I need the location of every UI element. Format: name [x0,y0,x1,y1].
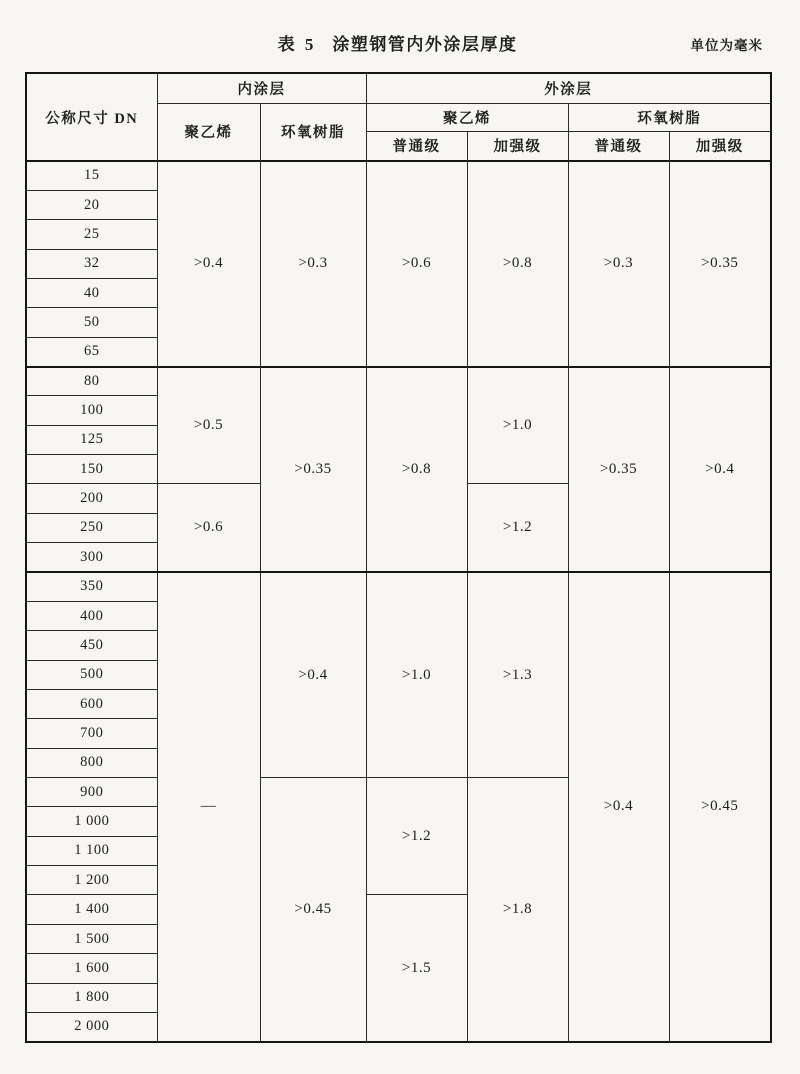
value-cell: >0.5 [157,367,260,484]
dn-cell: 25 [26,220,157,249]
header-cell-grade-ordinary-epoxy: 普通级 [568,131,669,161]
dn-cell: 450 [26,631,157,660]
header-cell-inner-epoxy: 环氧树脂 [260,103,366,161]
value-cell: >0.8 [366,367,467,573]
table-row [26,367,771,396]
table-caption [25,30,770,55]
dn-cell: 1 400 [26,895,157,924]
dn-cell: 125 [26,425,157,454]
value-cell: >0.35 [669,161,771,367]
value-cell: >0.3 [568,161,669,367]
value-cell: >0.6 [366,161,467,367]
dn-cell: 700 [26,719,157,748]
table-header [26,73,771,161]
value-cell: >1.3 [467,572,568,778]
dn-cell: 2 000 [26,1012,157,1041]
value-cell: >0.45 [260,778,366,1042]
value-cell: >0.35 [568,367,669,573]
dn-cell: 1 500 [26,924,157,953]
dn-cell: 50 [26,308,157,337]
dn-cell: 20 [26,190,157,219]
dn-cell: 100 [26,396,157,425]
header-cell-outer-coating: 外涂层 [366,73,771,103]
table-row [26,572,771,601]
table-row [26,161,771,190]
header-cell-outer-epoxy: 环氧树脂 [568,103,771,131]
value-cell: >0.35 [260,367,366,573]
dn-cell: 600 [26,689,157,718]
header-cell-outer-polyethylene: 聚乙烯 [366,103,568,131]
value-cell: >1.2 [366,778,467,895]
table-caption-index: 表 5 [277,35,317,54]
value-cell: >1.5 [366,895,467,1042]
dn-cell: 1 200 [26,866,157,895]
dn-cell: 300 [26,543,157,572]
header-cell-grade-ordinary-pe: 普通级 [366,131,467,161]
value-cell: >0.4 [568,572,669,1042]
dn-cell: 400 [26,601,157,630]
dn-cell: 200 [26,484,157,513]
dn-cell: 350 [26,572,157,601]
table-caption-title: 涂塑钢管内外涂层厚度 [332,35,518,54]
value-cell: >1.2 [467,484,568,572]
dn-cell: 900 [26,778,157,807]
header-cell-dn: 公称尺寸 DN [26,73,157,161]
header-cell-inner-coating: 内涂层 [157,73,366,103]
header-cell-inner-polyethylene: 聚乙烯 [157,103,260,161]
dn-cell: 32 [26,249,157,278]
dn-cell: 1 800 [26,983,157,1012]
dn-cell: 80 [26,367,157,396]
dn-cell: 150 [26,455,157,484]
dn-cell: 250 [26,513,157,542]
value-cell: >0.8 [467,161,568,367]
value-cell: >0.4 [669,367,771,573]
dn-cell: 1 000 [26,807,157,836]
table-body [26,161,771,1042]
dn-cell: 500 [26,660,157,689]
value-cell: >0.6 [157,484,260,572]
unit-note: 单位为毫米 [690,38,763,53]
value-cell: >1.0 [366,572,467,778]
header-cell-grade-reinforced-epoxy: 加强级 [669,131,771,161]
coating-thickness-table [25,72,772,1043]
value-cell: >0.4 [260,572,366,778]
header-cell-grade-reinforced-pe: 加强级 [467,131,568,161]
dn-cell: 800 [26,748,157,777]
value-cell: >0.45 [669,572,771,1042]
header-row-1 [26,73,771,103]
value-cell: >0.4 [157,161,260,367]
dn-cell: 1 600 [26,954,157,983]
value-cell: >1.0 [467,367,568,484]
dn-cell: 65 [26,337,157,366]
value-cell: — [157,572,260,1042]
dn-cell: 15 [26,161,157,190]
value-cell: >1.8 [467,778,568,1042]
dn-cell: 40 [26,278,157,307]
dn-cell: 1 100 [26,836,157,865]
value-cell: >0.3 [260,161,366,367]
